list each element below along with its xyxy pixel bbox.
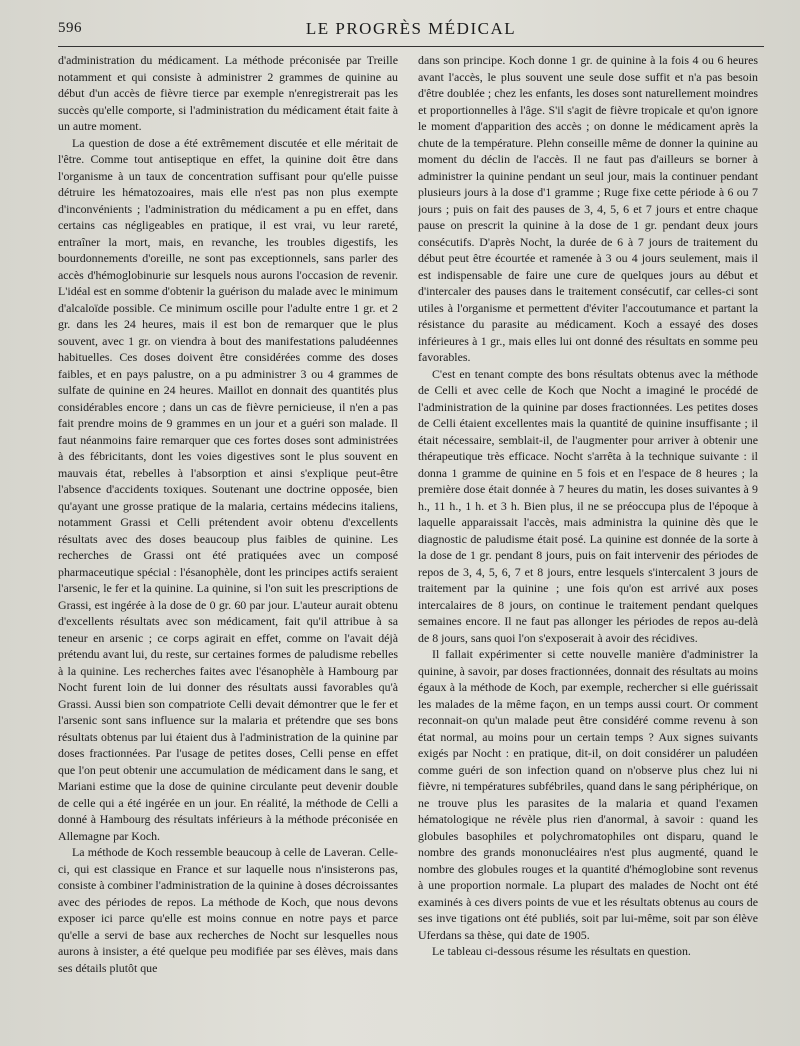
running-title: LE PROGRÈS MÉDICAL xyxy=(305,19,517,38)
page-number: 596 xyxy=(58,20,82,36)
page-header xyxy=(58,16,764,47)
left-column xyxy=(58,52,398,1037)
paragraph: Il fallait expérimenter si cette nouvelle manière d'administrer la quinine, à savoir, par doses fractionnées, donnait des résultats au moins égaux à la méthode de Koch, par exemple, rechercher si elle guérissait les malades de la même façon, en un temps aussi court. Or comment reconnait-on qu'un malade peut être considéré comme revenu à son état normal, au moins pour un certain temps ? Aux signes suivants exigés par Nocht : en pratique, dit-il, on doit considérer un paludéen comme guéri de son infection quand on n'observe plus chez lui ni fièvre, ni températures subfébriles, quand dans le sang périphérique, on ne trouve plus les parasites de la malaria et quand l'examen hématologique ne révèle plus rien d'anormal, à savoir : quand les globules basophiles et polychromatophiles ont disparu, quand le nombre des grands mononucléaires n'est plus augmenté, quand le nombre des globules rouges et la quantité d'hémoglobine sont revenus à une proportion normale. La plupart des malades de Nocht ont été examinés à ces divers points de vue et les résultats obtenus au cours de ses inve tigations ont été publiés, soit par lui-même, soit par son élève Uferdans sa thèse, qui date de 1905. xyxy=(418,647,758,942)
paragraph: d'administration du médicament. La méthode préconisée par Treille notamment et qui consiste à administrer 2 grammes de quinine au début d'un accès de fièvre tierce par exemple n'enregistrerait pas les succès qu'elle comporte, si l'administration du médicament était faite à un autre moment. xyxy=(58,53,398,133)
paragraph: dans son principe. Koch donne 1 gr. de quinine à la fois 4 ou 6 heures avant l'accès, le plus souvent une seule dose suffit et n'a pas besoin d'être doublée ; chez les enfants, les doses sont naturellement moindres et proportionnelles à l'âge. S'il s'agit de fièvre tropicale et qu'on ignore le moment d'apparition des accès ; on donne le médicament après la chute de la température. Plehn conseille même de donner la quinine au moment du déclin de l'accès. Il ne faut pas d'ailleurs se borner à administrer la quinine pendant un seul jour, mais la continuer pendant plusieurs jours à la dose d'1 gramme ; Ruge fixe cette période à 6 ou 7 jours ; puis on fait des pauses de 3, 4, 5, 6 et 7 jours et entre chaque pause on prescrit la quinine à la dose de 1 gr. pendant deux jours consécutifs. D'après Nocht, la durée de 6 à 7 jours de traitement du début peut être écourtée et ramenée à 3 ou 4 jours seulement, mais il est indispensable de faire une cure de quelques jours au début et d'intercaler des pauses dans le traitement consécutif, car celles-ci sont utiles à l'organisme et permettent d'éviter l'accoutumance et partant la résistance du parasite au médicament. Koch a essayé des doses inférieures à 1 gr., mais elles lui ont donné des résultats en somme peu favorables. xyxy=(418,53,758,364)
paragraph: La méthode de Koch ressemble beaucoup à celle de Laveran. Celle-ci, qui est classique en France et sur laquelle nous n'insisterons pas, consiste à combiner l'administration de la quinine à doses décroissantes avec des périodes de repos. La méthode de Koch, que nous devons exposer ici parce qu'elle est moins connue en notre pays et parce qu'elle a servi de base aux recherches de Nocht sur lesquelles nous aurons à insister, a été quelque peu modifiée par ses élèves, mais dans ses détails plutôt que xyxy=(58,845,398,975)
paragraph: Le tableau ci-dessous résume les résultats en question. xyxy=(432,944,691,958)
paragraph: C'est en tenant compte des bons résultats obtenus avec la méthode de Celli et avec celle de Koch que Nocht a imaginé le procédé de l'administration de la quinine par doses fractionnées. Les petites doses de Celli étaient excellentes mais la quantité de quinine insuffisante ; il était nécessaire, semblait-il, de l'augmenter pour arriver à obtenir une thérapeutique très efficace. Nocht s'arrêta à la technique suivante : il donna 1 gramme de quinine en 5 fois et en l'espace de 8 heures ; la première dose était donnée à 7 heures du matin, les doses suivantes à 9 h., 11 h., 1 h. et 3 h. Bien plus, il ne se préoccupa plus de l'époque à laquelle apparaissait l'accès, mais administra la quinine dès que le diagnostic de paludisme était posé. La quinine est donnée de la sorte à la dose de 1 gr. pendant 8 jours, puis on fait intervenir des périodes de repos de 3, 4, 5, 6, 7 et 8 jours, entre lesquels s'intercalent 3 jours de traitement par la quinine ; une fois qu'on est arrivé aux poses intercalaires de 8 jours, on continue le traitement pendant quelques semaines encore. Il ne faut pas allonger les périodes de repos au-delà de 8 jours, sans quoi l'on s'exposerait à avoir des récidives. xyxy=(418,366,758,645)
paragraph: La question de dose a été extrêmement discutée et elle méritait de l'être. Comme tout antiseptique en effet, la quinine doit être dans l'organisme à un taux de concentration suffisant pour qu'elle puisse détruire les hématozoaires, mais elle n'est pas non plus exempte d'inconvénients ; l'administration du médicament a pu en effet, dans certains cas négligeables en pratique, il est vrai, vu leur rareté, entraîner la mort, mais, en revanche, les troubles digestifs, les bourdonnements d'oreille, ne sont pas exceptionnels, sans parler des accès d'hémoglobinurie sur lesquels nous aurons l'occasion de revenir. L'idéal est en somme d'obtenir la guérison du malade avec le minimum d'alcaloïde possible. Ce minimum oscille pour l'adulte entre 1 gr. et 2 gr. dans les 24 heures, mais il est bon de remarquer que le plus souvent, avec 1 gr. on viendra à bout des manifestations paludéennes habituelles. Ces doses doivent être considérées comme des doses faibles, et en pays palustre, on a pu administrer 3 ou 4 grammes de sulfate de quinine en 24 heures. Maillot en donnait des quantités plus considérables encore ; dans un cas de fièvre pernicieuse, il n'en a pas fait prendre moins de 9 grammes en un jour et a guéri son malade. Il faut néanmoins faire remarquer que ces fortes doses sont administrées à des fébricitants, dont les voies digestives sont le plus souvent en mauvais état, rebelles à l'absorption et ainsi s'explique peut-être l'absence d'accidents toxiques. Soutenant une doctrine opposée, bien qu'ayant une grosse pratique de la malaria, certains médecins italiens, notamment Grassi et Celli prétendent avoir obtenu d'excellents résultats avec des doses beaucoup plus faibles de quinine. Les recherches de Grassi ont été pratiquées avec un composé pharmaceutique spécial : l'ésanophèle, dont les principes actifs seraient l'arsenic, le fer et la quinine. La quinine, si l'on suit les prescriptions de Grassi, est ingérée à la dose de 0 gr. 60 par jour. L'auteur aurait obtenu d'excellents résultats avec son médicament, fait qu'il attribue à sa teneur en arsenic ; ce corps agirait en effet, comme on l'avait déjà prétendu avant lui, du reste, sur certaines formes de paludisme rebelles à la quinine. Les recherches faites avec l'ésanophèle à Hambourg par Nocht furent loin de lui donner des résultats aussi favorables qu'à Grassi. Aussi bien son compatriote Celli devait démontrer que le fer et l'arsenic sont sans influence sur la malaria et prétendre que ses bons résultats obtenus par lui étaient dus à l'administration de la quinine par doses fractionnées. Par l'usage de petites doses, Celli pense en effet que l'on peut obtenir une accumulation de médicament dans le sang, et Mariani estime que la dose de quinine circulante peut devenir double de celle qui a été ingérée en un jour. En réalité, la méthode de Celli a donné à Hambourg des résultats inférieurs à la méthode préconisée en Allemagne par Koch. xyxy=(58,135,398,843)
right-column xyxy=(418,52,758,1037)
